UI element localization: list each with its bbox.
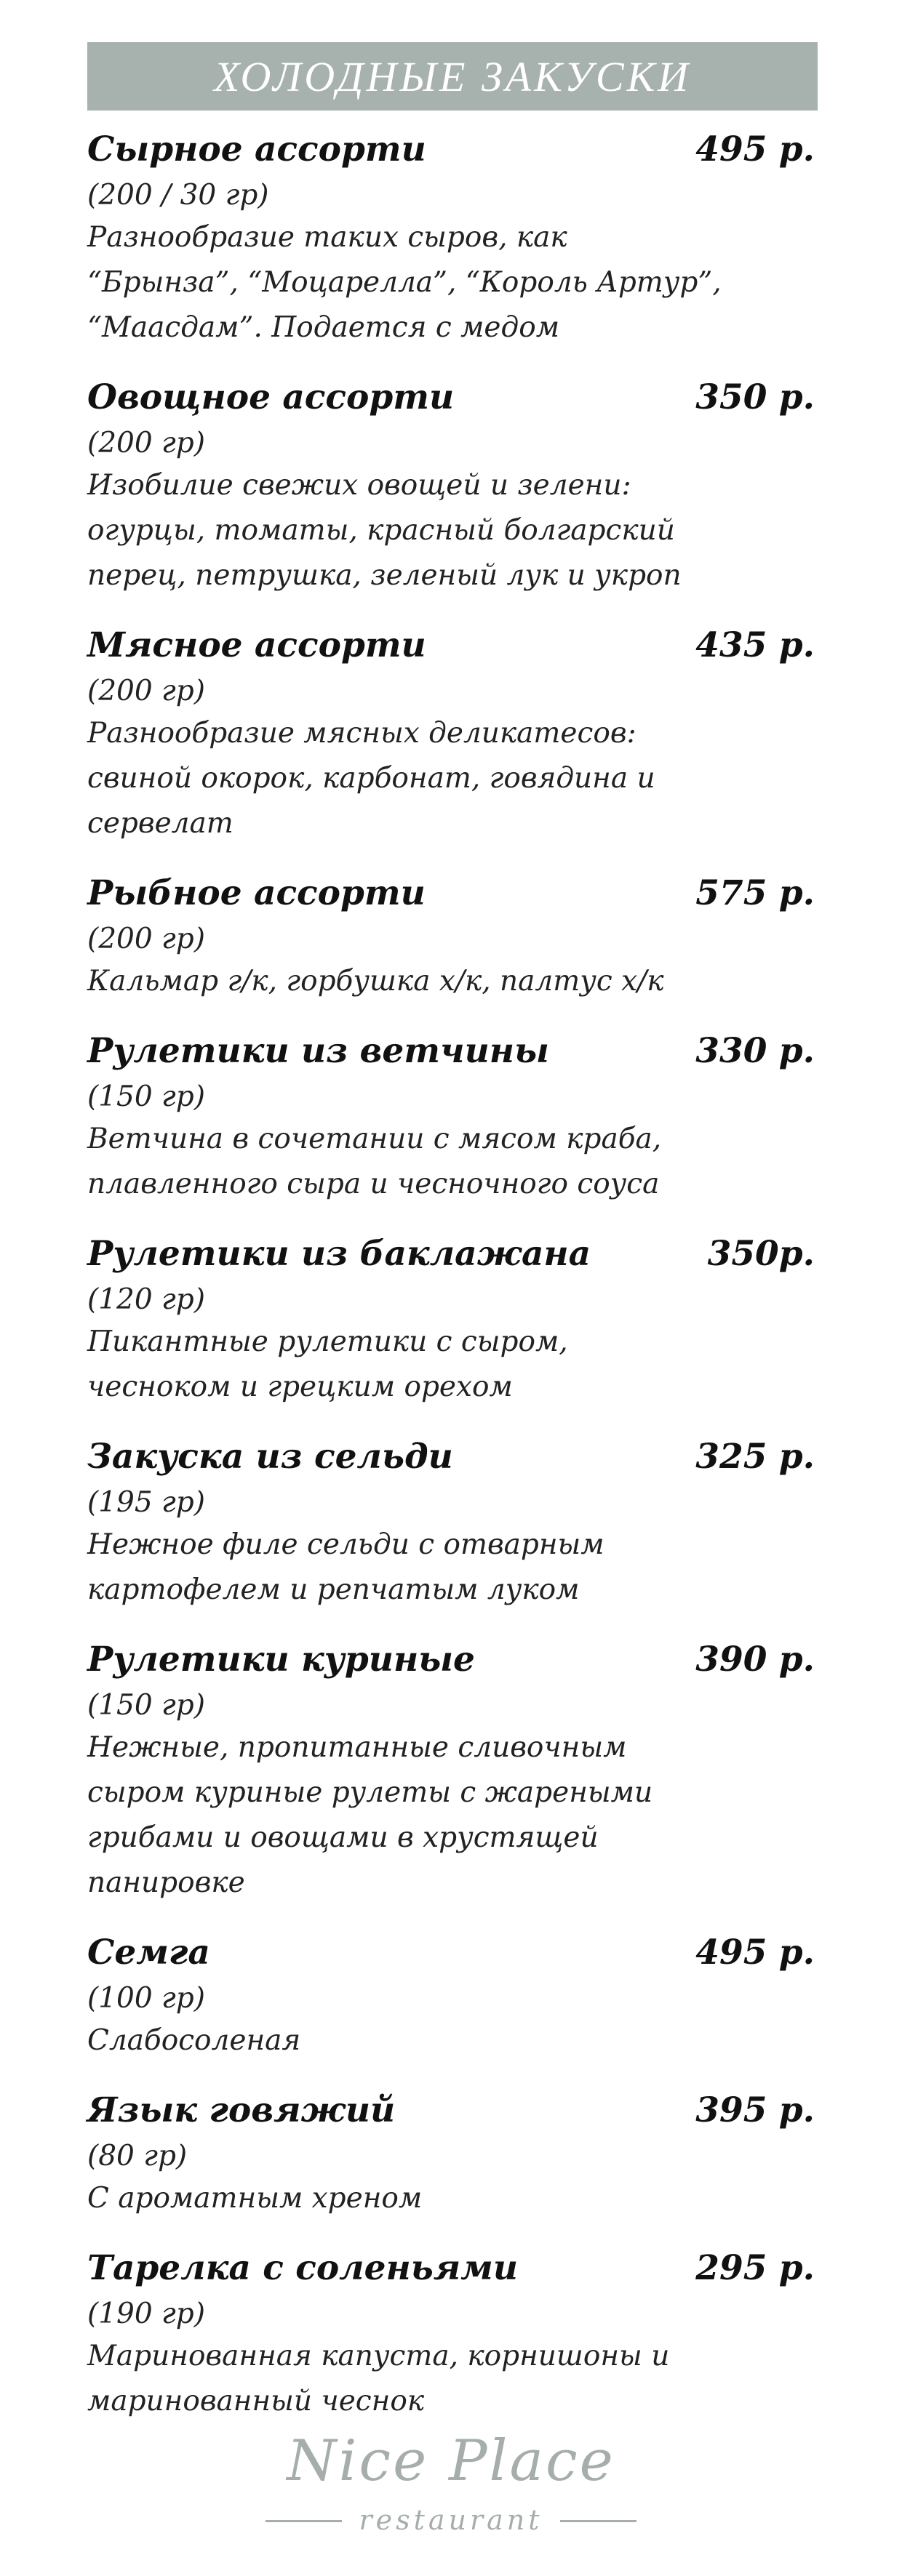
menu-item-header	[87, 1234, 818, 1280]
menu-item-name: Сырное ассорти	[87, 129, 426, 169]
menu-item-description-line: панировке	[87, 1866, 245, 1899]
menu-item-header	[87, 1640, 818, 1686]
menu-item-description-line: чесноком и грецким орехом	[87, 1371, 513, 1403]
menu-item-price: 435 р.	[695, 625, 815, 665]
menu-item-header	[87, 1031, 818, 1078]
logo-subtitle: restaurant	[359, 2504, 543, 2536]
menu-item-name: Мясное ассорти	[87, 625, 426, 665]
menu-item-price: 330 р.	[695, 1031, 815, 1071]
menu-item-name: Рулетики куриные	[87, 1640, 475, 1680]
menu-item	[87, 1933, 818, 2063]
menu-item-header	[87, 129, 818, 176]
menu-item-name: Закуска из сельди	[87, 1437, 453, 1477]
logo-divider-right	[560, 2520, 636, 2522]
menu-item-description-line: перец, петрушка, зеленый лук и укроп	[87, 559, 682, 592]
menu-item	[87, 625, 818, 846]
menu-item	[87, 873, 818, 1004]
menu-item	[87, 1031, 818, 1207]
menu-item-header	[87, 625, 818, 672]
menu-item-description-line: Нежное филе сельди с отварным	[87, 1528, 604, 1561]
menu-item-description-line: Кальмар г/к, горбушка х/к, палтус х/к	[87, 965, 664, 998]
menu-item-description-line: “Маасдам”. Подается с медом	[87, 311, 560, 344]
menu-item	[87, 2248, 818, 2424]
menu-item-header	[87, 2090, 818, 2137]
menu-item-description-line: “Брынза”, “Моцарелла”, “Король Артур”,	[87, 266, 722, 299]
menu-item-description-line: свиной окорок, карбонат, говядина и	[87, 762, 655, 795]
menu-item	[87, 129, 818, 350]
menu-item-price: 325 р.	[695, 1437, 815, 1477]
menu-item-description-line: огурцы, томаты, красный болгарский	[87, 514, 675, 547]
menu-item-price: 295 р.	[695, 2248, 815, 2288]
menu-item-description-line: Ветчина в сочетании с мясом краба,	[87, 1123, 662, 1155]
menu-item-description-line: Изобилие свежих овощей и зелени:	[87, 469, 631, 502]
menu-item-name: Рулетики из баклажана	[87, 1234, 591, 1274]
menu-item-price: 390 р.	[695, 1640, 815, 1680]
menu-item-description-line: Маринованная капуста, корнишоны и	[87, 2340, 670, 2372]
menu-item-weight: (200 гр)	[87, 427, 205, 460]
menu-item-description-line: Нежные, пропитанные сливочным	[87, 1731, 627, 1764]
menu-item-weight: (200 гр)	[87, 675, 205, 707]
menu-item	[87, 1437, 818, 1613]
menu-item-weight: (150 гр)	[87, 1689, 205, 1722]
menu-item-description-line: С ароматным хреном	[87, 2182, 423, 2215]
menu-item-weight: (190 гр)	[87, 2298, 205, 2330]
menu-item	[87, 1640, 818, 1906]
menu-item-description-line: грибами и овощами в хрустящей	[87, 1821, 599, 1854]
menu-item-name: Рыбное ассорти	[87, 873, 426, 913]
menu-item-price: 395 р.	[695, 2090, 815, 2130]
menu-item-description-line: Разнообразие таких сыров, как	[87, 221, 567, 254]
menu-item-description-line: маринованный чеснок	[87, 2385, 425, 2417]
menu-item-weight: (100 гр)	[87, 1982, 205, 2015]
menu-item-description-line: плавленного сыра и чесночного соуса	[87, 1168, 660, 1200]
menu-item-price: 350р.	[707, 1234, 815, 1274]
menu-item-price: 495 р.	[695, 129, 815, 169]
menu-item-header	[87, 2248, 818, 2295]
menu-item-weight: (150 гр)	[87, 1080, 205, 1113]
section-title: ХОЛОДНЫЕ ЗАКУСКИ	[214, 52, 691, 100]
restaurant-logo	[204, 2428, 698, 2537]
menu-item-weight: (80 гр)	[87, 2140, 188, 2172]
menu-item-price: 495 р.	[695, 1933, 815, 1973]
menu-item-header	[87, 1437, 818, 1483]
menu-item-header	[87, 873, 818, 920]
menu-item-name: Семга	[87, 1933, 210, 1973]
menu-item-name: Тарелка с соленьями	[87, 2248, 518, 2288]
menu-item-list	[87, 129, 818, 2451]
menu-item-description-line: Пикантные рулетики с сыром,	[87, 1325, 568, 1358]
menu-item-description-line: сервелат	[87, 807, 234, 840]
menu-item	[87, 377, 818, 598]
menu-item	[87, 2090, 818, 2221]
menu-item-weight: (200 гр)	[87, 923, 205, 955]
menu-item-description-line: Слабосоленая	[87, 2024, 301, 2057]
menu-item-weight: (195 гр)	[87, 1486, 205, 1519]
menu-item	[87, 1234, 818, 1410]
section-header	[87, 42, 818, 111]
menu-item-name: Рулетики из ветчины	[87, 1031, 549, 1071]
menu-item-weight: (200 / 30 гр)	[87, 179, 269, 212]
menu-item-name: Овощное ассорти	[87, 377, 455, 417]
menu-item-description-line: картофелем и репчатым луком	[87, 1573, 580, 1606]
menu-item-description-line: Разнообразие мясных деликатесов:	[87, 717, 636, 750]
menu-item-name: Язык говяжий	[87, 2090, 396, 2130]
logo-script-text: Nice Place	[287, 2428, 615, 2494]
menu-item-header	[87, 1933, 818, 1979]
menu-item-weight: (120 гр)	[87, 1283, 205, 1316]
menu-item-header	[87, 377, 818, 424]
menu-item-price: 350 р.	[695, 377, 815, 417]
menu-item-price: 575 р.	[695, 873, 815, 913]
menu-item-description-line: сыром куриные рулеты с жареными	[87, 1776, 653, 1809]
